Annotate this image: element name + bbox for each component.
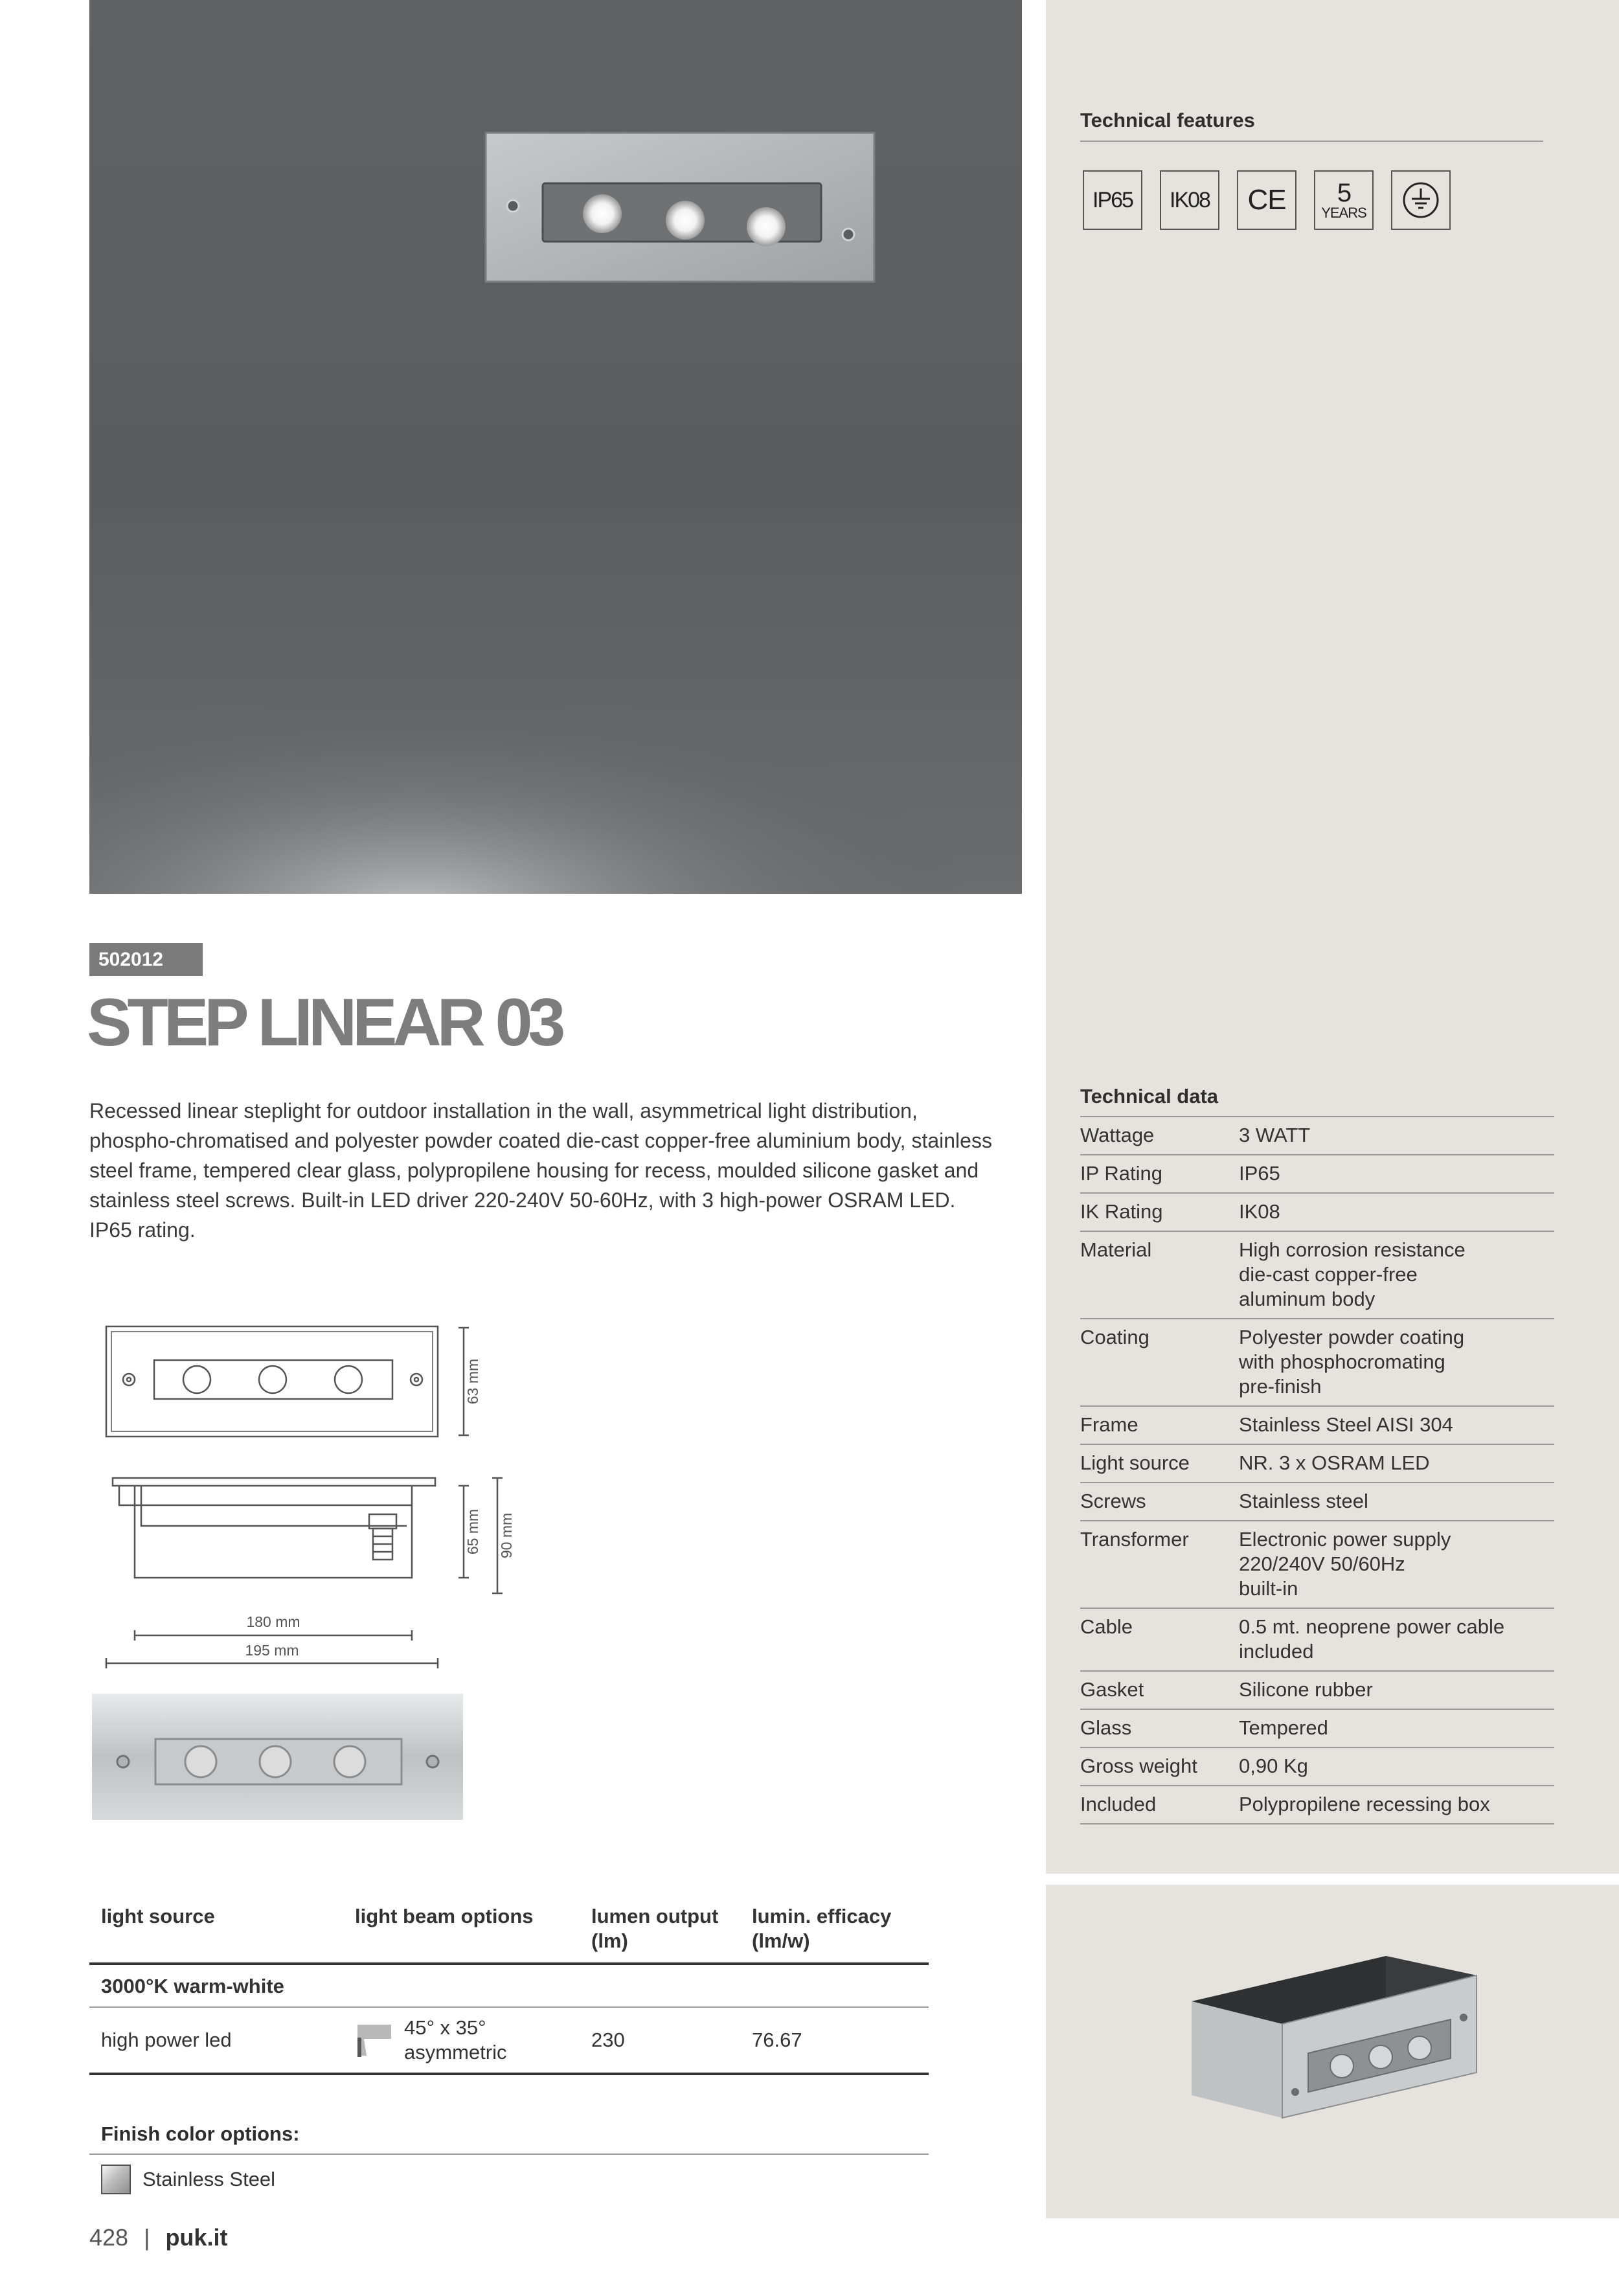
row-value: Tempered: [1239, 1716, 1328, 1739]
row-label: Gasket: [1080, 1678, 1144, 1701]
dim-width-outer: 195 mm: [245, 1642, 299, 1659]
ip65-badge-icon: IP65: [1083, 170, 1142, 230]
product-title: STEP LINEAR 03: [87, 985, 561, 1060]
row-label: Cable: [1080, 1615, 1133, 1638]
row-label: IK Rating: [1080, 1200, 1163, 1223]
row-value: 3 WATT: [1239, 1124, 1311, 1146]
finish-option-label: Stainless Steel: [142, 2168, 276, 2190]
dim-height-side-inner: 65 mm: [464, 1508, 481, 1555]
row-label: Wattage: [1080, 1124, 1155, 1146]
technical-data-row: [1080, 1318, 1554, 1405]
technical-data-row: [1080, 1785, 1554, 1824]
page-footer: [89, 2224, 227, 2251]
row-value: High corrosion resistance die-cast copper-free aluminum body: [1239, 1238, 1466, 1310]
technical-features-badges: [1083, 170, 1451, 230]
dim-height-front: 63 mm: [464, 1358, 481, 1405]
technical-data-table: [1080, 1116, 1554, 1824]
product-hero-photo: [89, 0, 1022, 894]
row-label: Frame: [1080, 1413, 1138, 1436]
row-value: Silicone rubber: [1239, 1678, 1373, 1701]
asymmetric-beam-icon: [355, 2021, 394, 2060]
footer-separator: |: [144, 2224, 150, 2251]
product-description: Recessed linear steplight for outdoor installation in the wall, asymmetrical light distribution, phospho-chromatised and polyester powder coated die-cast copper-free aluminium body, stainless steel frame, tempered clear glass, polypropilene housing for recess, moulded silicone gasket and stainless steel screws. Built-in LED driver 220-240V 50-60Hz, with 3 high-power OSRAM LED. IP65 rating.: [89, 1099, 992, 1242]
divider: [89, 2154, 929, 2155]
row-label: Coating: [1080, 1326, 1149, 1348]
earth-ground-icon: [1391, 170, 1451, 230]
technical-drawing: [89, 1308, 515, 1671]
dim-width-inner: 180 mm: [246, 1613, 300, 1630]
row-label: Material: [1080, 1238, 1152, 1261]
row-label: Transformer: [1080, 1528, 1189, 1551]
stainless-steel-swatch: [101, 2165, 131, 2194]
row-label: Included: [1080, 1793, 1157, 1815]
column-header: lumen output (lm): [591, 1905, 719, 1952]
efficacy-cell: 76.67: [752, 2029, 802, 2051]
beam-text: [404, 2016, 506, 2065]
technical-data-row: [1080, 1608, 1554, 1670]
row-value: 0,90 Kg: [1239, 1755, 1308, 1777]
light-source-cell: high power led: [101, 2029, 232, 2051]
section-label: 3000°K warm-white: [101, 1975, 284, 1997]
beam-type: asymmetric: [404, 2041, 507, 2063]
row-value: 0.5 mt. neoprene power cable included: [1239, 1615, 1505, 1663]
lumen-cell: 230: [591, 2029, 625, 2051]
ik08-badge-icon: IK08: [1160, 170, 1219, 230]
light-source-table: [89, 1901, 929, 2075]
column-header: light source: [101, 1905, 215, 1927]
website-link[interactable]: puk.it: [165, 2224, 228, 2251]
table-section-row: [89, 1964, 929, 2007]
row-label: Gross weight: [1080, 1755, 1197, 1777]
technical-data-row: [1080, 1405, 1554, 1444]
technical-data-row: [1080, 1444, 1554, 1482]
page-number: 428: [89, 2224, 129, 2251]
technical-data-row: [1080, 1116, 1554, 1154]
row-value: Polyester powder coating with phosphocromating pre-finish: [1239, 1326, 1465, 1398]
beam-cell: [343, 2007, 580, 2074]
technical-data-row: [1080, 1192, 1554, 1231]
column-header: lumin. efficacy (lm/w): [752, 1905, 892, 1952]
product-front-photo: [92, 1694, 463, 1820]
finish-options-heading: Finish color options:: [101, 2122, 300, 2145]
row-value: Polypropilene recessing box: [1239, 1793, 1490, 1815]
column-header: light beam options: [355, 1905, 534, 1927]
product-code-badge: 502012: [89, 943, 203, 976]
row-label: IP Rating: [1080, 1162, 1162, 1185]
finish-option-stainless-steel: [101, 2165, 275, 2194]
dim-height-side-outer: 90 mm: [498, 1512, 515, 1559]
technical-features-heading: Technical features: [1080, 109, 1255, 131]
row-label: Screws: [1080, 1490, 1146, 1512]
divider: [1080, 141, 1543, 142]
row-value: Electronic power supply 220/240V 50/60Hz built-in: [1239, 1528, 1451, 1600]
beam-angle: 45° x 35°: [404, 2016, 486, 2039]
technical-data-row: [1080, 1747, 1554, 1785]
row-value: Stainless steel: [1239, 1490, 1368, 1512]
row-value: IK08: [1239, 1200, 1280, 1223]
row-value: Stainless Steel AISI 304: [1239, 1413, 1453, 1436]
five-years-warranty-icon: 5 YEARS: [1314, 170, 1374, 230]
row-value: IP65: [1239, 1162, 1280, 1185]
technical-data-row: [1080, 1482, 1554, 1520]
technical-data-row: [1080, 1520, 1554, 1608]
technical-data-row: [1080, 1709, 1554, 1747]
row-label: Glass: [1080, 1716, 1132, 1739]
ce-mark-icon: CE: [1237, 170, 1296, 230]
table-row: [89, 2007, 929, 2074]
row-label: Light source: [1080, 1451, 1190, 1474]
product-angle-photo: [1172, 1943, 1496, 2137]
row-value: NR. 3 x OSRAM LED: [1239, 1451, 1430, 1474]
technical-data-heading: Technical data: [1080, 1085, 1219, 1108]
technical-data-row: [1080, 1670, 1554, 1709]
technical-data-row: [1080, 1154, 1554, 1192]
technical-data-row: [1080, 1231, 1554, 1318]
